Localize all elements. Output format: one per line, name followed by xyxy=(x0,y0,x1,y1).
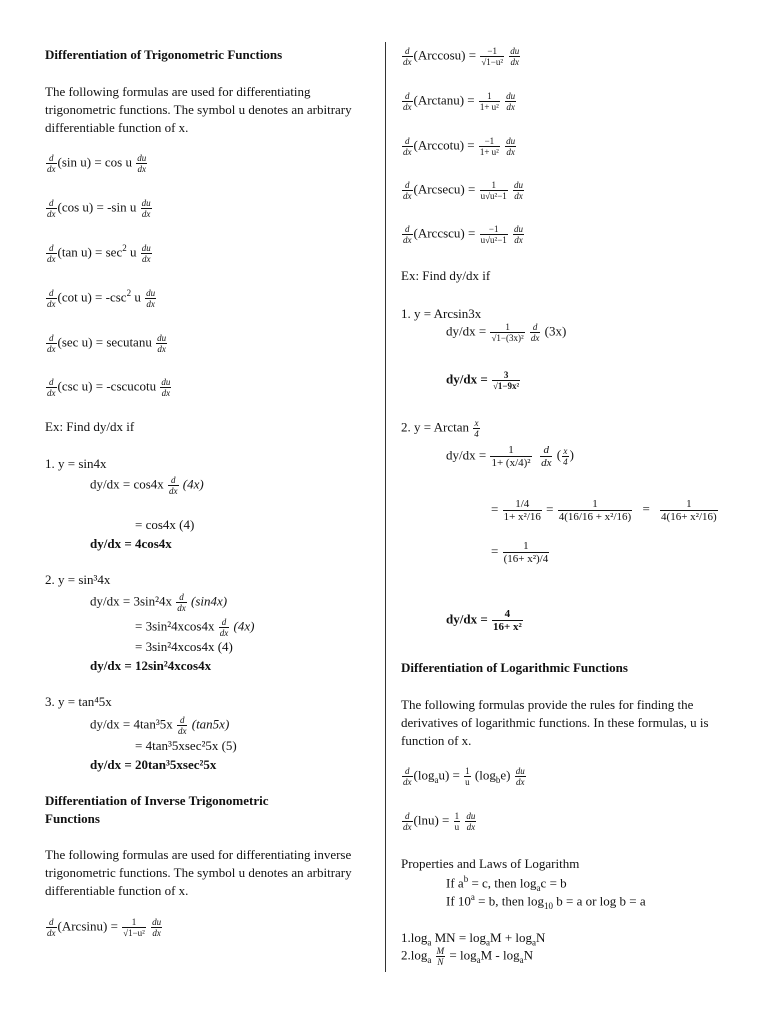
inv-example2-step2: = $\frac{1/4}{\text{1+ x²/16}}$ = $\frac{1}{\text{4(16/16 + x²/16)}}$ = $\frac{1}{\text{4(16+ x²/16)}}$ xyxy=(491,498,717,523)
formula-ln: $\frac{d}{dx}$ (lnu) = $\frac{1}{u}$ $\frac{du}{dx}$ xyxy=(403,811,476,832)
formula-arccsc: $\frac{d}{dx}$ (Arccscu) = $\frac{-1}{\text{u√u²−1}}$ $\frac{du}{dx}$ xyxy=(403,224,524,245)
example2-answer: dy/dx = 12sin²4xcos4x xyxy=(90,658,212,673)
section-title-inverse-trig: Differentiation of Inverse Trigonometric Functions xyxy=(45,793,269,826)
intro-trig: The following formulas are used for differentiating trigonometric functions. The symbol u denotes an arbitrary differentiable function of x. xyxy=(45,84,352,135)
example3-step2: = 4tan³5xsec²5x (5) xyxy=(135,738,237,753)
formula-arctan: $\frac{d}{dx}$ (Arctanu) = $\frac{1}{\text{1+ u²}}$ $\frac{du}{dx}$ xyxy=(403,91,516,112)
property-2: If $10^a = b$, then $\log_{10} b = a$ or log b = a xyxy=(446,892,646,911)
example3-question: 3. y = tan⁴5x xyxy=(45,694,112,709)
example3-answer: dy/dx = 20tan³5xsec²5x xyxy=(90,757,217,772)
section-title-trig: Differentiation of Trigonometric Functions xyxy=(45,47,283,62)
example2-step3: = 3sin²4xcos4x (4) xyxy=(135,639,233,654)
example-heading-inverse: Ex: Find dy/dx if xyxy=(401,268,491,283)
section-title-log: Differentiation of Logarithmic Functions xyxy=(401,660,628,675)
formula-sin: $\frac{d}{dx}$ (sin u) = cos u $\frac{du}{dx}$ xyxy=(47,153,147,174)
formula-cot: $\frac{d}{dx}$ (cot $u) = -\csc^2$ u $\frac{du}{dx}$ xyxy=(47,288,156,309)
properties-title: Properties and Laws of Logarithm xyxy=(401,856,580,871)
intro-log: The following formulas provide the rules for finding the derivatives of logarithmic functions. In these formulas, u is function of x. xyxy=(401,697,709,748)
example1-step1: dy/dx = cos4x $\frac{d}{dx}$ (4x) xyxy=(90,475,204,496)
law-2: $2.\log_a$ $\frac{M}{N}$ = $\log_aM - \log_aN$ xyxy=(401,946,533,967)
example1-answer: dy/dx = 4cos4x xyxy=(90,536,172,551)
example2-step1: dy/dx = 3sin²4x $\frac{d}{dx}$ (sin4x) xyxy=(90,592,228,613)
example1-step2: = cos4x (4) xyxy=(135,517,195,532)
inv-example2-question: 2. y = Arctan $\frac{x}{4}$ xyxy=(401,418,479,439)
example2-step2: = 3sin²4xcos4x $\frac{d}{dx}$ (4x) xyxy=(135,617,255,638)
law-1: $1.\log_a$ MN = $\log_aM + \log_aN$ xyxy=(401,930,546,948)
formula-arccos: $\frac{d}{dx}$ (Arccosu) = $\frac{-1}{\text{√1−u²}}$ $\frac{du}{dx}$ xyxy=(403,46,520,67)
example2-question: 2. y = sin³4x xyxy=(45,572,111,587)
inv-example1-step1: dy/dx = $\frac{1}{\text{√1−(3x)²}}$ $\frac{d}{dx}$ (3x) xyxy=(446,322,567,343)
inv-example2-answer: dy/dx = $\frac{4}{\text{16+ x²}}$ xyxy=(446,608,522,633)
example1-question: 1. y = sin4x xyxy=(45,456,107,471)
example-heading: Ex: Find dy/dx if xyxy=(45,419,135,434)
column-divider xyxy=(385,42,386,972)
formula-tan: $\frac{d}{dx}$ (tan $u) = \sec^2 u$ $\frac{du}{dx}$ xyxy=(47,243,151,264)
formula-log: $\frac{d}{dx}$ $(\log_au)$ = $\frac{1}{u}$ $(\log_be)$ $\frac{du}{dx}$ xyxy=(403,766,525,787)
inv-example1-answer: dy/dx = $\frac{3}{\text{√1−9x²}}$ xyxy=(446,370,520,391)
formula-csc: $\frac{d}{dx}$ (csc u) = -cscucotu $\frac{du}{dx}$ xyxy=(47,377,171,398)
formula-sec: $\frac{d}{dx}$ (sec u) = secutanu $\frac{du}{dx}$ xyxy=(47,333,167,354)
formula-cos: $\frac{d}{dx}$ (cos u) = -sin u $\frac{du}{dx}$ xyxy=(47,198,151,219)
inv-example2-step1: dy/dx = $\frac{1}{\text{1+ (x/4)²}}$ $\frac{d}{dx}$ ( $\frac{x}{4}$ ) xyxy=(446,444,574,469)
formula-arccot: $\frac{d}{dx}$ (Arccotu) = $\frac{-1}{\text{1+ u²}}$ $\frac{du}{dx}$ xyxy=(403,136,516,157)
intro-inverse-trig: The following formulas are used for differentiating inverse trigonometric functions. The symbol u denotes an arbitrary differentiable function of x. xyxy=(45,847,352,898)
inv-example2-step3: = $\frac{1}{\text{(16+ x²)/4}}$ xyxy=(491,540,549,565)
formula-arcsin: $\frac{d}{dx}$ (Arcsinu) = $\frac{1}{\text{√1−u²}}$ $\frac{du}{dx}$ xyxy=(47,917,162,938)
example3-step1: dy/dx = 4tan³5x $\frac{d}{dx}$ (tan5x) xyxy=(90,715,230,736)
property-1: If $a^b = c$, then $\log_ac = b$ xyxy=(446,874,567,893)
formula-arcsec: $\frac{d}{dx}$ (Arcsecu) = $\frac{1}{\text{u√u²−1}}$ $\frac{du}{dx}$ xyxy=(403,180,524,201)
inv-example1-question: 1. y = Arcsin3x xyxy=(401,306,482,321)
